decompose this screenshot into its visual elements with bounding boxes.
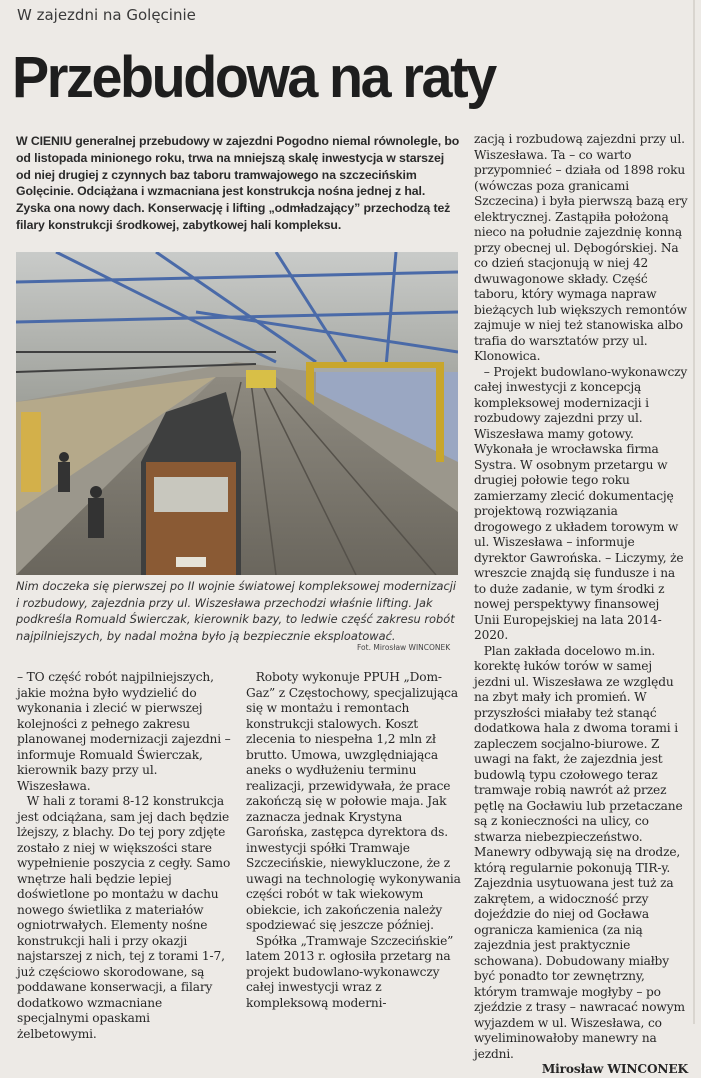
paragraph: zacją i rozbudową zajezdni przy ul. Wiszesława. Ta – co warto przypomnieć – działa od 1898 roku (wówczas poza granicami Szczecina) i była pierwszą bazą ery elektrycznej. Zastąpiła położoną nieco na południe zajezdnię konną przy obecnej ul. Dębogórskiej. Na co dzień stacjonują w niej 42 dwuwagonowe składy. Część taboru, który wymaga napraw bieżących lub większych remontów zajmuje w niej też stanowiska albo trafia do warsztatów przy ul. Klonowica.: [474, 132, 688, 363]
paragraph: W hali z torami 8-12 konstrukcja jest odciążana, sam jej dach będzie lżejszy, z blachy. Do tej pory zdjęte zostało z niej w większości stare wypełnienie poszycia z cegły. Samo wnętrze hali będzie lepiej doświetlone po montażu w dachu nowego świetlika z materiałów ogniotrwałych. Elementy nośne konstrukcji hali i przy okazji najstarszej z nich, tej z torami 1-7, już częściowo skorodowane, są poddawane konserwacji, a filary dodatkowo wzmacniane specjalnymi opaskami żelbetowymi.: [17, 794, 231, 1041]
article-column-3: [474, 132, 688, 1078]
paragraph: – TO część robót najpilniejszych, jakie można było wydzielić do wykonania i zlecić w pierwszej kolejności z pełnego zakresu planowanej modernizacji zajezdni – informuje Romuald Świerczak, kierownik bazy przy ul. Wiszesława.: [17, 670, 231, 793]
lead-paragraph: [16, 133, 461, 234]
photo-caption: Nim doczeka się pierwszej po II wojnie światowej kompleksowej modernizacji i rozbudowy, zajezdnia przy ul. Wiszesława przechodzi właśnie lifting. Jak podkreśla Romuald Świerczak, kierownik bazy, to ledwie część zakresu robót najpilniejszych, by nadal można było ją bezpiecznie eksploatować.: [16, 579, 457, 643]
paragraph: Spółka „Tramwaje Szczecińskie” latem 2013 r. ogłosiła przetarg na projekt budowlano-wykonawczy całej inwestycji wraz z kompleksową moderni-: [246, 933, 454, 1010]
section-kicker: W zajezdni na Golęcinie: [17, 6, 196, 24]
lead-text: generalnej przebudowy w zajezdni Pogodno niemal równolegle, bo od listopada minionego roku, trwa na mniejszą skalę inwestycja w starszej od niej drugiej z czynnych baz taboru tramwajowego na szczecińskim Golęcinie. Odciążana i wzmacniana jest konstrukcja nośna jednej z hal. Zyska ona nowy dach. Konserwację i lifting „odmładzający” przechodzą też filary konstrukcji środkowej, zabytkowej hali kompleksu.: [16, 134, 460, 232]
headline: Przebudowa na raty: [12, 45, 495, 110]
depot-illustration: [16, 252, 458, 575]
article-column-2: [246, 670, 461, 1011]
lead-caps: W CIENIU: [16, 134, 72, 148]
author-byline: Mirosław WINCONEK: [541, 1062, 688, 1076]
photo-credit: Fot. Mirosław WINCONEK: [357, 643, 451, 652]
article-column-1: [17, 670, 232, 1042]
paragraph: – Projekt budowlano-wykonawczy całej inwestycji z koncepcją kompleksowej modernizacji i rozbudowy zajezdni przy ul. Wiszesława mamy gotowy. Wykonała je wrocławska firma Systra. W osobnym przetargu w drugiej połowie tego roku zamierzamy zlecić dokumentację projektową rozwiązania drogowego z układem torowym w ul. Wiszesława – informuje dyrektor Gawrońska. – Liczymy, że wreszcie znajdą się fundusze i na to duże zadanie, w tym środki z nowej perspektywy finansowej Unii Europejskiej na lata 2014-2020.: [474, 364, 688, 642]
paragraph: Plan zakłada docelowo m.in. korektę łuków torów w samej jezdni ul. Wiszesława ze względu na zbyt mały ich promień. W przyszłości miałaby też stanąć dodatkowa hala z dwoma torami i zapleczem socjalno-biurowe. Z uwagi na fakt, że zajezdnia jest budowlą typu czołowego teraz tramwaje robią nawrót aż przez pętlę na Gocławiu lub przetaczane są z konieczności na ulicy, co stwarza niebezpieczeństwo. Manewry odbywają się na drodze, którą regularnie pokonują TIR-y. Zajezdnia usytuowana jest tuż za zakrętem, a widoczność przy dojeździe do niej od Gocława ogranicza kamienica (za nią zajezdnia jest praktycznie schowana). Dobudowany miałby być ponadto tor zewnętrzny, którym tramwaje mogłyby – po zjeździe z trasy – nawracać nowym wyjazdem w ul. Wiszesława, co wyeliminowałoby manewry na jezdni.: [474, 643, 685, 1061]
page-edge-rule: [693, 0, 695, 1024]
paragraph: Roboty wykonuje PPUH „Dom-Gaz” z Częstochowy, specjalizująca się w montażu i remontach konstrukcji stalowych. Koszt zlecenia to niespełna 1,2 mln zł brutto. Umowa, uwzględniająca aneks o wydłużeniu terminu realizacji, przewidywała, że prace zakończą się w połowie maja. Jak zaznacza jednak Krystyna Garońska, zastępca dyrektora ds. inwestycji spółki Tramwaje Szczecińskie, niewykluczone, że z uwagi na technologię wykonywania części robót w tak wiekowym obiekcie, ich zakończenia należy spodziewać się jeszcze później.: [246, 670, 461, 932]
tram-depot-photo: [16, 252, 458, 575]
